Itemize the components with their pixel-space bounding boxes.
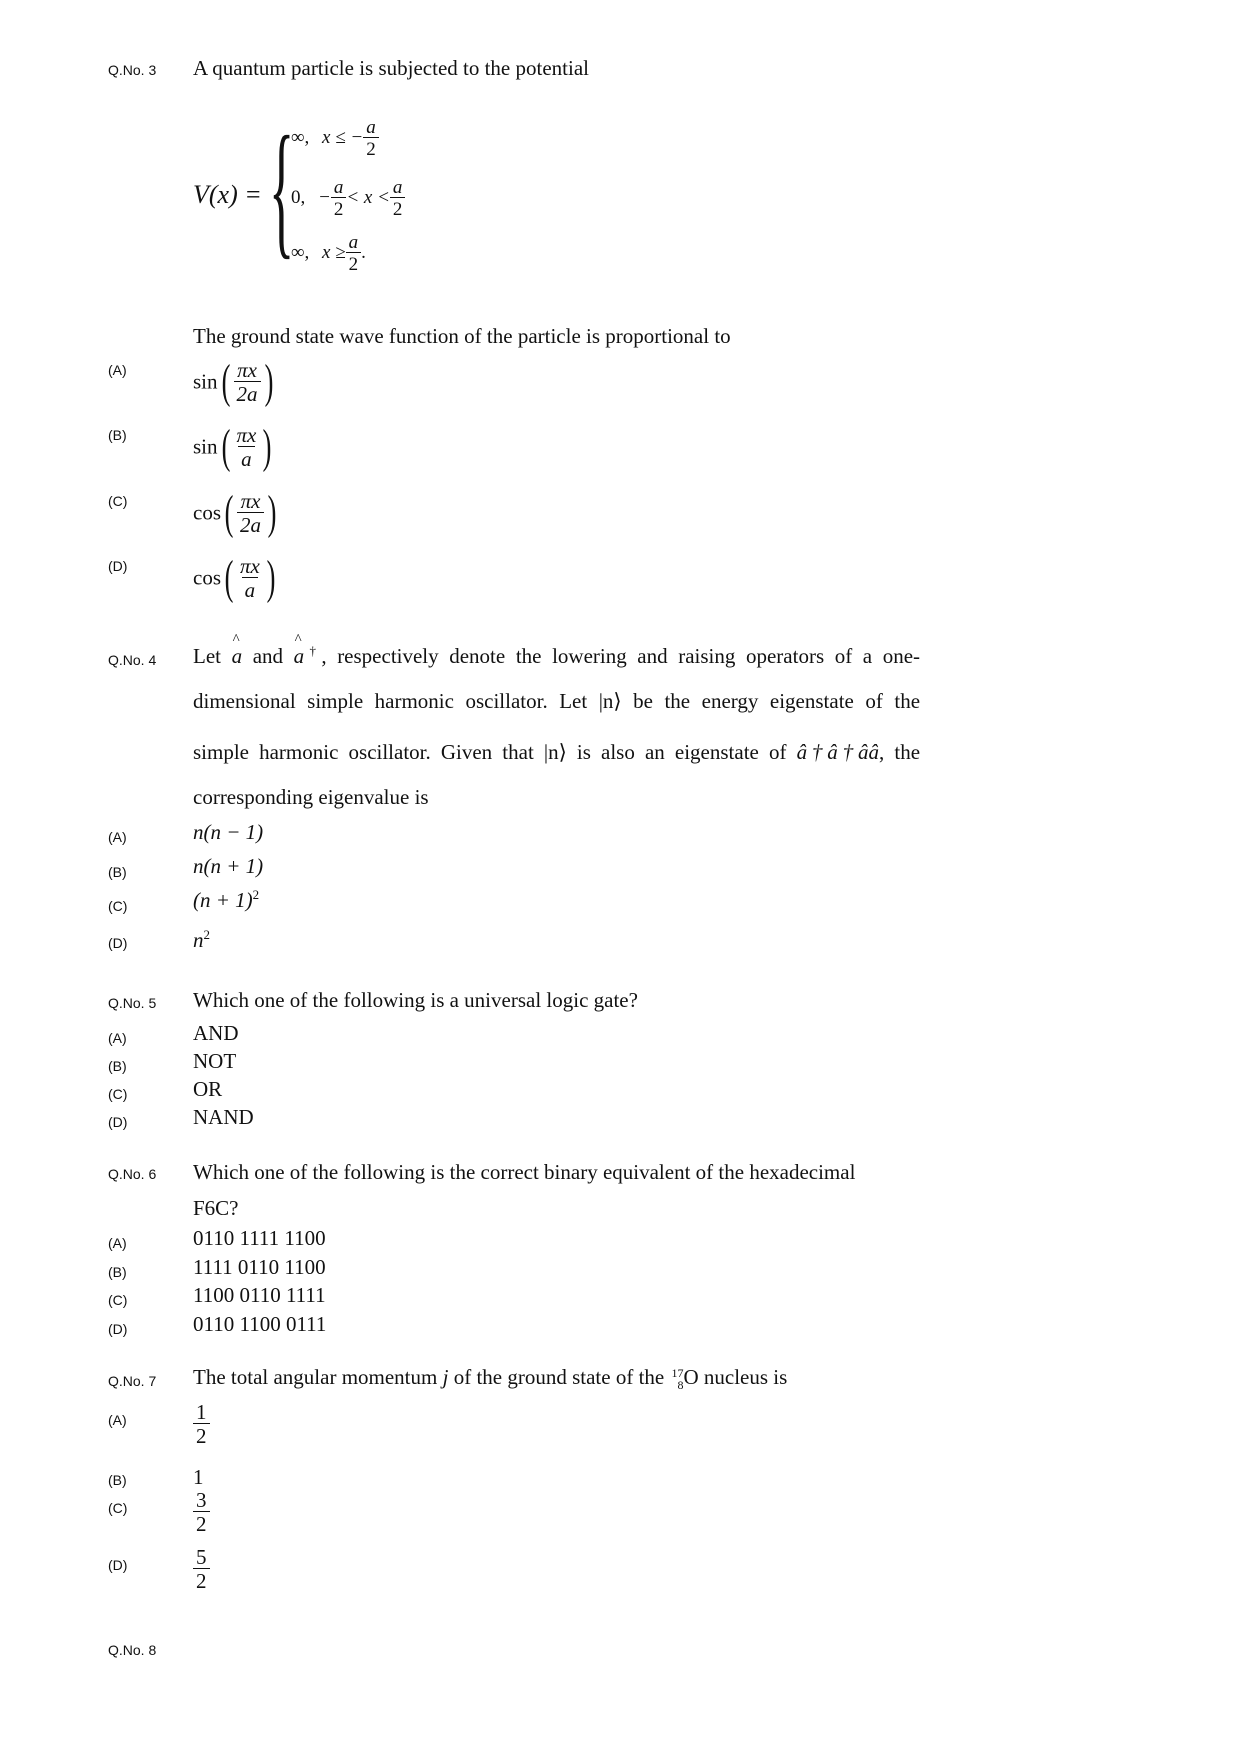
q4-line-4: corresponding eigenvalue is <box>193 785 429 809</box>
q4-line-1: Let a ^ and a ^†, respectively denote the lowering and raising operators of a one- <box>193 644 920 669</box>
q5-option-d-label: (D) <box>108 1114 128 1130</box>
q5-option-c-label: (C) <box>108 1086 128 1102</box>
q8-number: Q.No. 8 <box>108 1642 157 1658</box>
q4-option-b: n(n + 1) <box>193 854 264 878</box>
q5-stem: Which one of the following is a universal logic gate? <box>193 988 638 1012</box>
q3-option-d-label: (D) <box>108 558 128 574</box>
q3-option-b-label: (B) <box>108 427 127 443</box>
q5-option-a-label: (A) <box>108 1030 127 1046</box>
q3-case-3: ∞, x ≥ $\frac{a}{2}$ . <box>291 232 366 275</box>
q6-option-c: 1100 0110 1111 <box>193 1283 326 1307</box>
q4-line-3: simple harmonic oscillator. Given that |n⟩ is also an eigenstate of â†â†ââ, the <box>193 740 921 764</box>
q7-option-d-label: (D) <box>108 1557 128 1573</box>
q4-option-c: $(n + 1)^2$ <box>193 887 260 912</box>
q5-option-c: OR <box>193 1077 223 1101</box>
q5-option-d: NAND <box>193 1105 254 1129</box>
q7-option-b: 1 <box>193 1465 204 1489</box>
q3-stem: A quantum particle is subjected to the potential <box>193 56 589 80</box>
q6-option-d-label: (D) <box>108 1321 128 1337</box>
q3-prompt: The ground state wave function of the particle is proportional to <box>193 324 731 348</box>
q3-number: Q.No. 3 <box>108 62 157 78</box>
q7-option-a: $\frac{1}{2}$ <box>193 1402 210 1447</box>
q3-option-a-label: (A) <box>108 362 127 378</box>
q6-stem-line-2: F6C? <box>193 1196 239 1220</box>
q3-potential <box>193 106 453 283</box>
q4-option-d-label: (D) <box>108 935 128 951</box>
q3-option-c: cos( $\frac{\pi x}{2a}$ ) <box>193 486 277 539</box>
q3-brace: { <box>269 106 295 272</box>
q6-stem-line-1: Which one of the following is the correct binary equivalent of the hexadecimal <box>193 1160 856 1184</box>
q7-nucleus-symbol: O <box>683 1365 699 1389</box>
q4-option-a: n(n − 1) <box>193 820 264 844</box>
q3-option-d: cos( $\frac{\pi x}{a}$ ) <box>193 551 276 604</box>
q3-option-a: sin( $\frac{\pi x}{2a}$ ) <box>193 355 273 408</box>
q4-number: Q.No. 4 <box>108 652 157 668</box>
q7-stem: The total angular momentum j of the ground state of the 17 8 O nucleus is <box>193 1365 788 1393</box>
q4-option-a-label: (A) <box>108 829 127 845</box>
q6-number: Q.No. 6 <box>108 1166 157 1182</box>
q4-option-d: $n^2$ <box>193 927 210 952</box>
q3-case-1: ∞, x ≤ − $\frac{a}{2}$ <box>291 118 379 159</box>
q6-option-a-label: (A) <box>108 1235 127 1251</box>
q6-option-b: 1111 0110 1100 <box>193 1255 326 1279</box>
q6-option-d: 0110 1100 0111 <box>193 1312 327 1336</box>
q4-option-b-label: (B) <box>108 864 127 880</box>
q7-nucleus-indices: 17 8 <box>671 1366 684 1393</box>
q3-option-c-label: (C) <box>108 493 128 509</box>
q7-number: Q.No. 7 <box>108 1373 157 1389</box>
q7-option-d: $\frac{5}{2}$ <box>193 1547 210 1592</box>
q5-option-a: AND <box>193 1021 239 1045</box>
q7-option-b-label: (B) <box>108 1472 127 1488</box>
q4-line-2: dimensional simple harmonic oscillator. Let |n⟩ be the energy eigenstate of the <box>193 689 921 713</box>
q6-option-a: 0110 1111 1100 <box>193 1226 326 1250</box>
q3-case-2: 0, − $\frac{a}{2}$ < x < $\frac{a}{2}$ <box>291 178 405 219</box>
q5-option-b-label: (B) <box>108 1058 127 1074</box>
q7-option-c: $\frac{3}{2}$ <box>193 1490 210 1535</box>
q7-option-a-label: (A) <box>108 1412 127 1428</box>
q6-option-b-label: (B) <box>108 1264 127 1280</box>
q5-number: Q.No. 5 <box>108 995 157 1011</box>
q7-option-c-label: (C) <box>108 1500 128 1516</box>
q6-option-c-label: (C) <box>108 1292 128 1308</box>
q3-option-b: sin( $\frac{\pi x}{a}$ ) <box>193 420 272 473</box>
q3-potential-lhs: V(x) = <box>193 180 262 209</box>
q5-option-b: NOT <box>193 1049 237 1073</box>
q4-option-c-label: (C) <box>108 898 128 914</box>
